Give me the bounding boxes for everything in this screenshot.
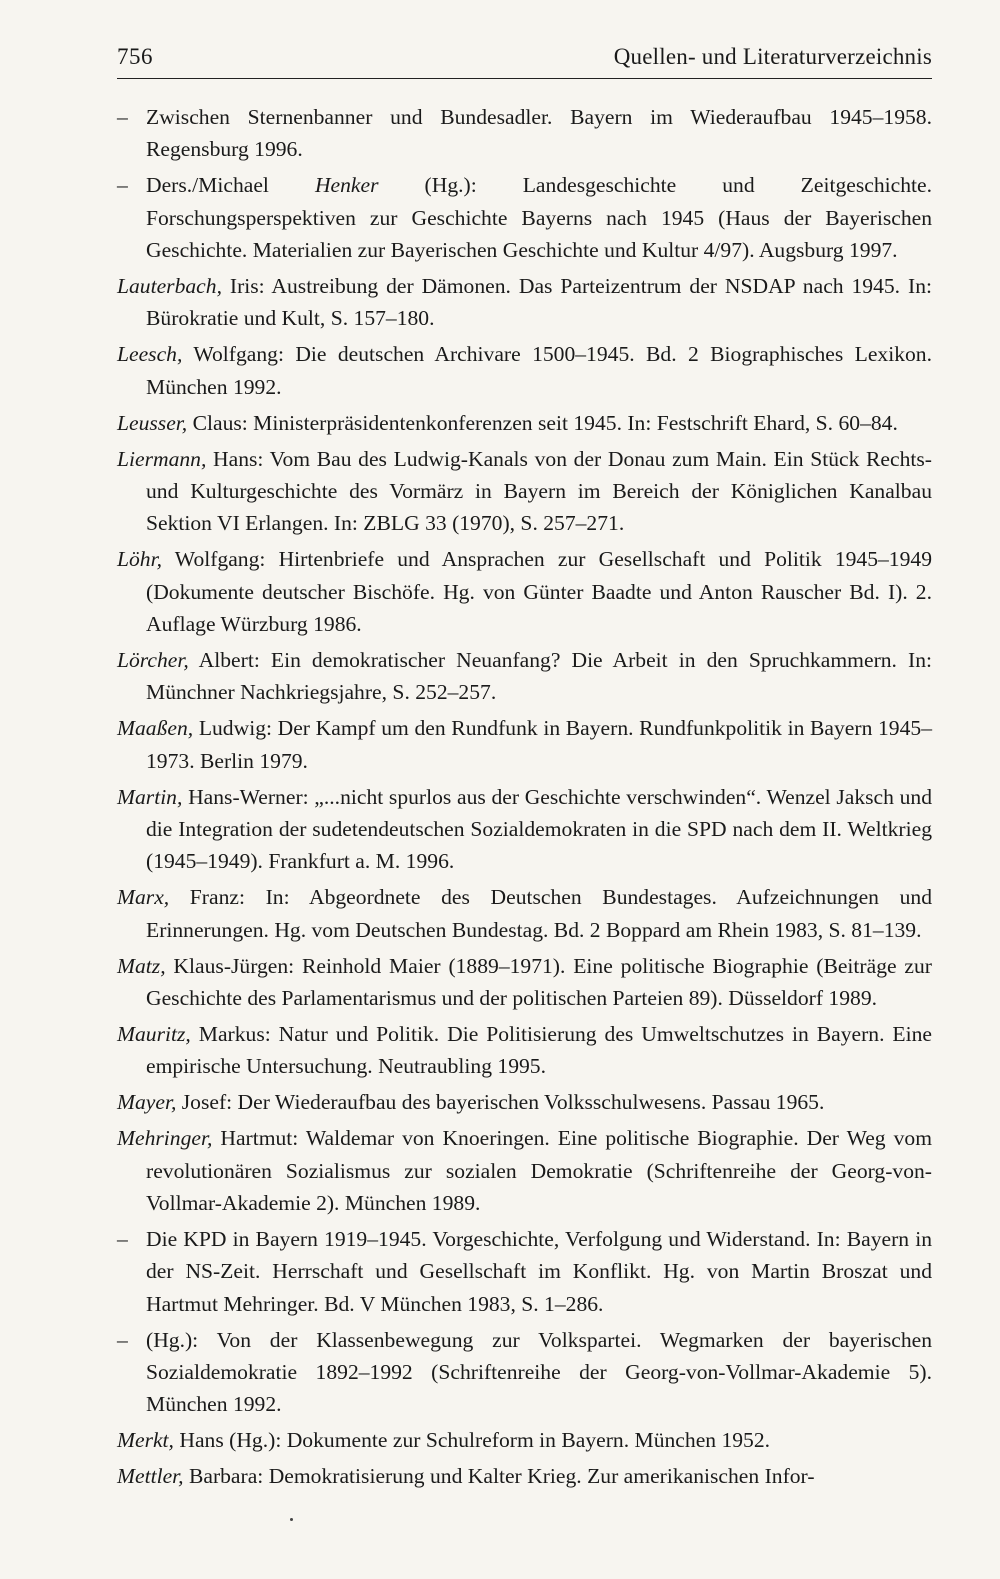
entry-text: Franz: In: Abgeordnete des Deutschen Bundestages. Aufzeichnungen und Erinnerungen. Hg. vom Deutschen Bundestag. Bd. 2 Boppard am Rhein 1983, S. 81–139. [146, 885, 932, 942]
entry-text: Wolfgang: Hirtenbriefe und Ansprachen zur Gesellschaft und Politik 1945–1949 (Dokumente deutscher Bischöfe. Hg. von Günter Baadte und Anton Rauscher Bd. I). 2. Auflage Würzburg 1986. [146, 547, 932, 637]
bibliography-entry [117, 1424, 932, 1456]
bibliography-entry [117, 407, 932, 439]
bibliography-entry [117, 1086, 932, 1118]
running-head: Quellen- und Literaturverzeichnis [613, 44, 932, 69]
entry-text: Zwischen Sternenbanner und Bundesadler. Bayern im Wiederaufbau 1945–1958. Regensburg 1996. [146, 105, 932, 162]
entry-author: Leesch, [117, 342, 183, 367]
entry-text: Hartmut: Waldemar von Knoeringen. Eine politische Biographie. Der Weg vom revolutionären Sozialismus zur sozialen Demokratie (Schriftenreihe der Georg-von-Vollmar-Akademie 2). München 1989. [146, 1126, 932, 1215]
entry-text: Hans: Vom Bau des Ludwig-Kanals von der Donau zum Main. Ein Stück Rechts- und Kulturgeschichte des Vormärz in Bayern im Bereich der Königlichen Kanalbau Sektion VI Erlangen. In: ZBLG 33 (1970), S. 257–271. [146, 446, 932, 536]
bibliography-entry [117, 1324, 932, 1421]
entry-text: Ludwig: Der Kampf um den Rundfunk in Bayern. Rundfunkpolitik in Bayern 1945–1973. Berlin 1979. [146, 716, 932, 773]
entry-author: Merkt, [117, 1428, 174, 1453]
page-header [117, 44, 932, 79]
entry-author: Löhr, [117, 547, 163, 572]
entry-text: Wolfgang: Die deutschen Archivare 1500–1945. Bd. 2 Biographisches Lexikon. München 1992. [146, 342, 932, 399]
entry-text: Barbara: Demokratisierung und Kalter Krieg. Zur amerikanischen Infor- [183, 1464, 815, 1489]
entry-author: Mehringer, [117, 1126, 213, 1151]
bibliography-entry [117, 1460, 932, 1492]
bibliography-list [117, 101, 932, 1493]
bibliography-entry [117, 881, 932, 946]
page-number: 756 [117, 44, 153, 69]
entry-dash: – [117, 1226, 128, 1251]
bibliography-entry [117, 1122, 932, 1219]
page [117, 44, 932, 1496]
entry-text: Claus: Ministerpräsidentenkonferenzen seit 1945. In: Festschrift Ehard, S. 60–84. [187, 410, 898, 435]
entry-text: Iris: Austreibung der Dämonen. Das Parteizentrum der NSDAP nach 1945. In: Bürokratie und Kult, S. 157–180. [146, 274, 932, 331]
bibliography-entry [117, 644, 932, 709]
entry-text: Josef: Der Wiederaufbau des bayerischen Volksschulwesens. Passau 1965. [176, 1090, 825, 1115]
entry-author: Henker [314, 173, 379, 198]
bibliography-entry [117, 338, 932, 403]
bibliography-entry [117, 543, 932, 640]
entry-author: Marx, [117, 885, 170, 910]
bibliography-entry [117, 712, 932, 777]
entry-author: Lörcher, [117, 648, 189, 672]
bibliography-entry [117, 169, 932, 266]
bibliography-entry [117, 101, 932, 166]
entry-author: Leusser, [117, 410, 188, 435]
bibliography-entry [117, 950, 932, 1015]
entry-author: Mauritz, [117, 1021, 191, 1046]
entry-author: Lauterbach, [117, 274, 222, 299]
entry-text: Albert: Ein demokratischer Neuanfang? Die Arbeit in den Spruchkammern. In: Münchner Nachkriegsjahre, S. 252–257. [146, 648, 932, 705]
entry-author: Martin, [117, 784, 183, 809]
entry-author: Liermann, [117, 446, 207, 471]
entry-text: Markus: Natur und Politik. Die Politisierung des Umweltschutzes in Bayern. Eine empirische Untersuchung. Neutraubling 1995. [146, 1021, 932, 1079]
bibliography-entry [117, 1018, 932, 1083]
entry-author: Matz, [117, 953, 166, 978]
entry-author: Maaßen, [117, 716, 194, 741]
bibliography-entry [117, 1223, 932, 1320]
stray-dot [290, 1518, 293, 1521]
entry-text: (Hg.): Von der Klassenbewegung zur Volkspartei. Wegmarken der bayerischen Sozialdemokratie 1892–1992 (Schriftenreihe der Georg-von-Vollmar-Akademie 5). München 1992. [146, 1327, 932, 1417]
entry-text: Klaus-Jürgen: Reinhold Maier (1889–1971). Eine politische Biographie (Beiträge zur Geschichte des Parlamentarismus und der politischen Parteien 89). Düsseldorf 1989. [146, 953, 932, 1011]
bibliography-entry [117, 781, 932, 878]
entry-author: Mayer, [117, 1090, 177, 1115]
bibliography-entry [117, 443, 932, 540]
entry-text: (Hg.): Landesgeschichte und Zeitgeschichte. Forschungsperspektiven zur Geschichte Bayerns nach 1945 (Haus der Bayerischen Geschichte. Materialien zur Bayerischen Geschichte und Kultur 4/97). Augsburg 1997. [146, 173, 932, 263]
bibliography-entry [117, 270, 932, 335]
entry-author: Mettler, [117, 1464, 184, 1489]
entry-prefix: Ders./Michael [146, 173, 315, 198]
entry-dash: – [117, 105, 128, 129]
entry-text: Hans (Hg.): Dokumente zur Schulreform in Bayern. München 1952. [173, 1428, 771, 1453]
entry-text: Hans-Werner: „...nicht spurlos aus der Geschichte verschwinden“. Wenzel Jaksch und die Integration der sudetendeutschen Sozialdemokraten in die SPD nach dem II. Weltkrieg (1945–1949). Frankfurt a. M. 1996. [146, 784, 932, 874]
entry-dash: – [117, 1327, 128, 1352]
entry-dash: – [117, 173, 128, 198]
entry-text: Die KPD in Bayern 1919–1945. Vorgeschichte, Verfolgung und Widerstand. In: Bayern in der NS-Zeit. Herrschaft und Gesellschaft im Konflikt. Hg. von Martin Broszat und Hartmut Mehringer. Bd. V München 1983, S. 1–286. [146, 1226, 932, 1316]
